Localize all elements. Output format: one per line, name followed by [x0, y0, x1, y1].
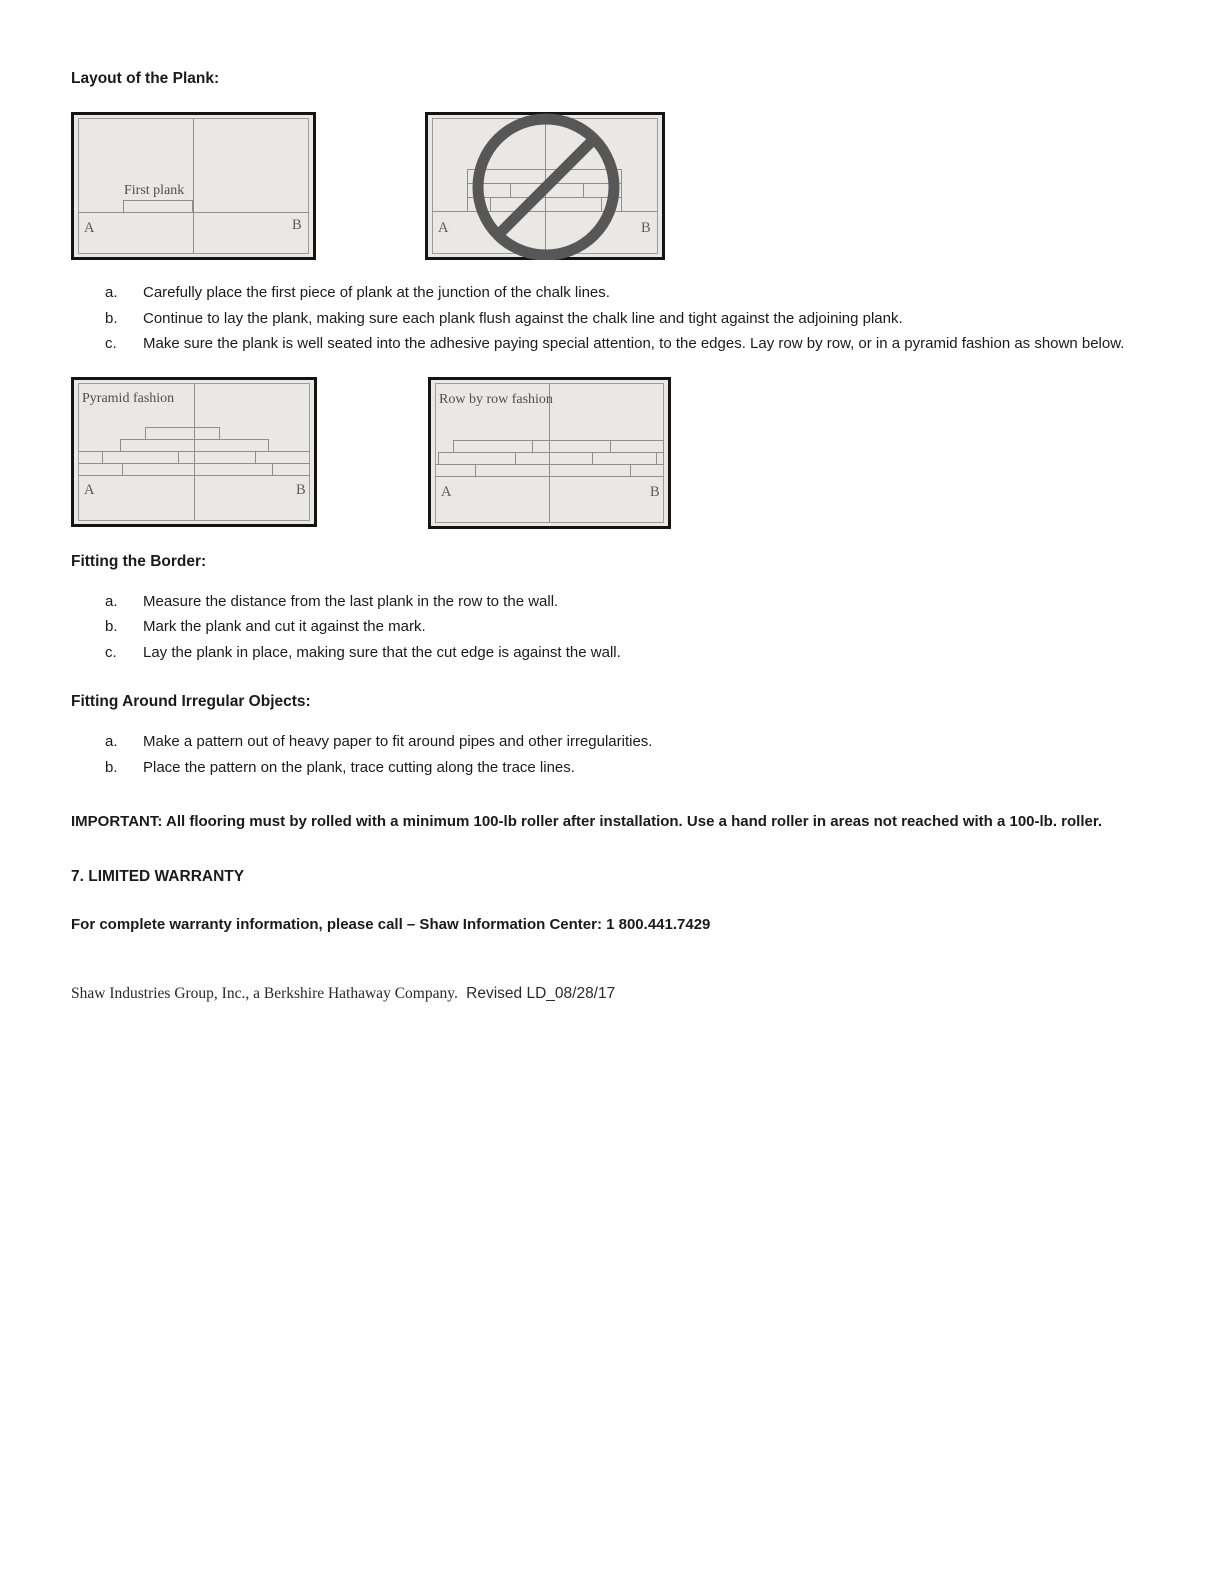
corner-b-label: B: [292, 217, 302, 233]
section-heading-limited-warranty: 7. LIMITED WARRANTY: [71, 868, 245, 885]
diagram-row-bottom: [71, 377, 1141, 529]
corner-a-label: A: [84, 220, 95, 236]
list-marker: b.: [105, 618, 118, 635]
list-text: Carefully place the first piece of plank at the junction of the chalk lines.: [143, 284, 610, 301]
list-item: [71, 589, 1141, 615]
important-note: IMPORTANT: All flooring must by rolled with a minimum 100-lb roller after installation. Use a hand roller in areas not reached with a 100-lb. roller.: [71, 813, 1103, 830]
border-steps-list: [71, 589, 1141, 666]
list-item: [71, 306, 1141, 332]
document-footer: [71, 985, 1141, 1003]
list-text: Lay the plank in place, making sure that the cut edge is against the wall.: [143, 643, 621, 661]
list-text: Mark the plank and cut it against the mark.: [143, 618, 426, 635]
list-text: Continue to lay the plank, making sure each plank flush against the chalk line and tight against the adjoining plank.: [143, 309, 903, 327]
list-marker: b.: [105, 309, 118, 327]
diagram-no-stair-step: [425, 112, 665, 260]
section-heading-fitting-border: Fitting the Border:: [71, 552, 207, 570]
diagram-pyramid-fashion: [71, 377, 317, 527]
first-plank-label: First plank: [124, 183, 185, 198]
corner-b-label: B: [650, 483, 660, 500]
revision-line: Revised LD_08/28/17: [466, 985, 616, 1002]
diagram-row-top: [71, 112, 1141, 260]
list-text: Make a pattern out of heavy paper to fit around pipes and other irregularities.: [143, 733, 653, 750]
list-marker: a.: [105, 284, 118, 301]
list-marker: c.: [105, 643, 117, 661]
corner-b-label: B: [296, 481, 306, 498]
list-text: Measure the distance from the last plank in the row to the wall.: [143, 592, 559, 610]
list-marker: a.: [105, 733, 118, 750]
diagram-first-plank: [71, 112, 316, 260]
list-marker: b.: [105, 758, 118, 776]
section-heading-layout: Layout of the Plank:: [71, 70, 220, 87]
list-marker: a.: [105, 592, 118, 610]
diagram-row-by-row-fashion: [428, 377, 671, 529]
warranty-contact-line: For complete warranty information, please call – Shaw Information Center: 1 800.441.7429: [71, 916, 711, 933]
list-item: [71, 280, 1141, 306]
list-marker: c.: [105, 335, 117, 352]
corner-a-label: A: [84, 481, 95, 498]
corner-b-label: B: [641, 220, 651, 236]
company-line: Shaw Industries Group, Inc., a Berkshire Hathaway Company.: [71, 985, 458, 1002]
list-item: [71, 640, 1141, 666]
list-text: Place the pattern on the plank, trace cutting along the trace lines.: [143, 758, 575, 776]
list-item: [71, 755, 1141, 781]
corner-a-label: A: [441, 483, 452, 500]
section-heading-irregular-objects: Fitting Around Irregular Objects:: [71, 693, 311, 710]
layout-steps-list: [71, 280, 1141, 357]
row-by-row-fashion-label: Row by row fashion: [439, 391, 553, 407]
list-text: Make sure the plank is well seated into the adhesive paying special attention, to the edges. Lay row by row, or in a pyramid fashion as shown below.: [143, 335, 1125, 352]
first-plank-shape: [124, 201, 193, 213]
list-item: [71, 729, 1141, 755]
corner-a-label: A: [438, 220, 449, 236]
irregular-steps-list: [71, 729, 1141, 780]
list-item: [71, 614, 1141, 640]
pyramid-fashion-label: Pyramid fashion: [82, 390, 175, 406]
list-item: [71, 331, 1141, 357]
